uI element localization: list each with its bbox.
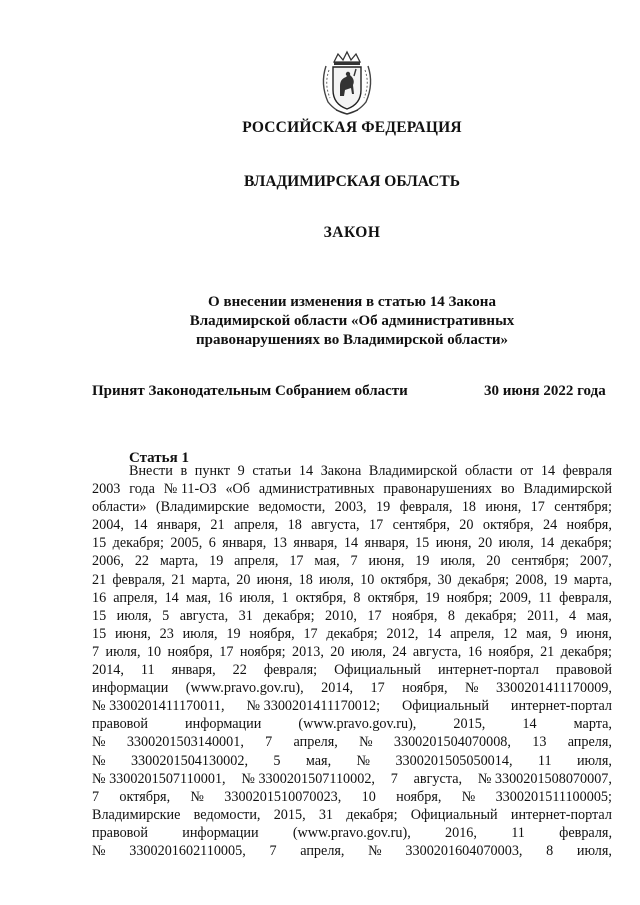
body-word: 24 bbox=[392, 643, 407, 660]
body-text-line bbox=[92, 552, 612, 570]
body-word: апреля, bbox=[293, 734, 338, 751]
body-text-line bbox=[92, 824, 612, 842]
law-title-line: Владимирской области «Об административных bbox=[189, 313, 515, 329]
body-word: № 3300201411170011, bbox=[92, 698, 225, 715]
body-word: 3300201411170009, bbox=[495, 680, 612, 697]
body-word: информации bbox=[185, 716, 262, 733]
body-word: 7 bbox=[269, 842, 277, 859]
body-word: информации bbox=[92, 680, 169, 697]
article-body bbox=[92, 462, 612, 860]
body-word: интернет-портал bbox=[437, 662, 540, 679]
body-word: 13 bbox=[272, 535, 287, 552]
law-title-line: правонарушениях во Владимирской области» bbox=[195, 332, 509, 348]
body-word: 16 bbox=[218, 589, 233, 606]
body-word: сентября, bbox=[392, 517, 450, 534]
body-word: 7 bbox=[92, 643, 100, 660]
body-text-line bbox=[92, 661, 612, 679]
body-word: (Владимирские bbox=[155, 499, 250, 516]
body-word: правонарушениях bbox=[383, 481, 493, 498]
body-word: января, bbox=[156, 517, 201, 534]
body-word: февраля, bbox=[399, 499, 453, 516]
body-word: года bbox=[129, 481, 155, 498]
body-word: 3300201503140001, bbox=[126, 734, 244, 751]
body-word: 2014, bbox=[321, 680, 354, 697]
body-word: Владимирские bbox=[92, 806, 181, 823]
body-word: сентября; bbox=[511, 553, 570, 570]
body-word: 15 bbox=[415, 535, 430, 552]
body-word: 1 bbox=[281, 589, 289, 606]
body-word: февраля bbox=[562, 463, 612, 479]
body-word: апреля, bbox=[234, 553, 279, 570]
body-word: 6 bbox=[208, 535, 216, 552]
body-word: июля, bbox=[105, 643, 141, 660]
body-word: 31 bbox=[318, 806, 334, 823]
body-word: 19 bbox=[415, 553, 430, 570]
body-word: области» bbox=[92, 499, 147, 516]
body-word: Официальный bbox=[402, 698, 489, 715]
body-word: апреля, bbox=[233, 517, 279, 534]
body-word: 17 bbox=[303, 625, 318, 642]
body-word: апреля, bbox=[300, 842, 345, 859]
body-word: Внести bbox=[129, 463, 173, 479]
body-word: 19 bbox=[226, 625, 241, 642]
body-word: от bbox=[520, 463, 534, 479]
body-word: ноября; bbox=[239, 643, 286, 660]
body-word: 11 bbox=[538, 589, 553, 606]
body-word: 5 bbox=[162, 607, 170, 624]
body-word: 17 bbox=[530, 499, 545, 516]
body-word: ноября, bbox=[402, 680, 448, 697]
body-word: октября, bbox=[380, 571, 432, 588]
body-word: 2007, bbox=[579, 553, 612, 570]
body-word: февраля, bbox=[112, 571, 166, 588]
body-word: интернет-портал bbox=[510, 698, 612, 715]
body-word: марта, bbox=[573, 716, 612, 733]
body-word: 10 bbox=[146, 643, 162, 660]
body-word: июня, bbox=[368, 553, 405, 570]
body-word: 5 bbox=[273, 752, 281, 769]
body-text-line bbox=[92, 733, 612, 751]
body-word: октября, bbox=[482, 517, 534, 534]
body-text-line bbox=[92, 842, 612, 860]
body-word: декабря; bbox=[560, 643, 612, 660]
body-word: мая, bbox=[314, 553, 340, 570]
body-word: 7 bbox=[390, 770, 398, 787]
body-word: 2012, bbox=[386, 625, 419, 642]
body-text-line bbox=[92, 462, 612, 480]
body-word: 9 bbox=[560, 625, 568, 642]
body-word: 30 bbox=[437, 571, 452, 588]
country-heading: РОССИЙСКАЯ ФЕДЕРАЦИЯ bbox=[242, 119, 462, 136]
body-word: 17 bbox=[219, 643, 234, 660]
body-word: 12 bbox=[503, 625, 518, 642]
body-word: 3300201602110005, bbox=[129, 842, 246, 859]
body-text-line bbox=[92, 498, 612, 516]
body-text-line bbox=[92, 625, 612, 643]
body-word: «Об bbox=[225, 481, 251, 498]
body-word: Владимирской bbox=[523, 481, 612, 498]
body-word: 2004, bbox=[92, 517, 124, 534]
body-word: августа, bbox=[311, 517, 360, 534]
body-word: июня, bbox=[576, 625, 612, 642]
body-word: июля, bbox=[350, 643, 386, 660]
body-word: января, bbox=[293, 535, 338, 552]
body-word: 3300201510070023, bbox=[224, 788, 342, 805]
body-word: 2013, bbox=[291, 643, 324, 660]
body-word: 2016, bbox=[445, 824, 477, 841]
document-type-heading: ЗАКОН bbox=[323, 224, 381, 241]
body-word: № bbox=[359, 734, 373, 751]
body-word: 20 bbox=[486, 553, 501, 570]
body-word: марта, bbox=[573, 571, 612, 588]
body-word: 19 bbox=[553, 571, 568, 588]
body-word: 20 bbox=[236, 571, 251, 588]
body-word: 2003, bbox=[334, 499, 367, 516]
body-word: 7 bbox=[92, 788, 100, 805]
body-word: декабря; bbox=[346, 806, 398, 823]
body-word: 11 bbox=[511, 824, 525, 841]
body-word: № bbox=[92, 752, 106, 769]
article-heading: Статья 1 bbox=[129, 450, 189, 466]
body-word: Закона bbox=[320, 463, 362, 479]
body-word: пункт bbox=[194, 463, 230, 479]
body-word: 2005, bbox=[170, 535, 203, 552]
body-word: 14 bbox=[133, 517, 148, 534]
body-word: 3300201504070008, bbox=[393, 734, 511, 751]
body-word: ноября; bbox=[446, 589, 493, 606]
body-word: 2006, bbox=[92, 553, 124, 570]
body-text-line bbox=[92, 643, 612, 661]
body-word: 3300201511100005; bbox=[495, 788, 612, 805]
body-word: 20 bbox=[459, 517, 474, 534]
body-word: № bbox=[92, 842, 106, 859]
body-word: апреля, bbox=[450, 625, 495, 642]
body-word: 13 bbox=[532, 734, 547, 751]
body-word: № bbox=[368, 842, 382, 859]
body-word: (www.pravo.gov.ru), bbox=[292, 824, 411, 841]
body-word: 2008, bbox=[515, 571, 548, 588]
body-word: № bbox=[190, 788, 204, 805]
body-word: 8 bbox=[353, 589, 361, 606]
body-word: апреля, bbox=[567, 734, 612, 751]
body-word: июня, bbox=[256, 571, 293, 588]
body-text-line bbox=[92, 697, 612, 715]
body-word: № 3300201411170012; bbox=[246, 698, 381, 715]
body-word: 18 bbox=[461, 499, 476, 516]
body-word: 19 bbox=[375, 499, 391, 516]
body-word: 14 bbox=[298, 463, 314, 479]
body-word: 17 bbox=[289, 553, 304, 570]
body-word: мая, bbox=[305, 752, 332, 769]
body-word: 14 bbox=[427, 625, 442, 642]
body-word: 8 bbox=[546, 842, 554, 859]
body-text-line bbox=[92, 715, 612, 733]
body-word: января, bbox=[364, 535, 409, 552]
body-word: правовой bbox=[92, 824, 148, 841]
body-word: 2015, bbox=[453, 716, 486, 733]
body-text-line bbox=[92, 679, 612, 697]
body-word: правовой bbox=[556, 662, 612, 679]
body-word: мая, bbox=[586, 607, 612, 624]
body-word: ноября, bbox=[488, 643, 534, 660]
body-word: декабря; bbox=[326, 625, 378, 642]
body-word: мая, bbox=[526, 625, 552, 642]
body-word: № 3300201507110002, bbox=[241, 770, 375, 787]
body-word: во bbox=[500, 481, 515, 498]
body-word: 2011, bbox=[527, 607, 559, 624]
body-word: 14 bbox=[343, 535, 359, 552]
body-word: июля, bbox=[239, 589, 275, 606]
adopted-by: Принят Законодательным Собранием области bbox=[92, 383, 408, 399]
body-word: августа, bbox=[179, 607, 229, 624]
body-word: 14 bbox=[522, 716, 537, 733]
body-word: июня, bbox=[114, 625, 151, 642]
body-word: административных bbox=[258, 481, 375, 498]
body-word: № 3300201507110001, bbox=[92, 770, 226, 787]
body-word: июля, bbox=[182, 625, 218, 642]
body-word: июля, bbox=[498, 535, 534, 552]
body-word: № bbox=[356, 752, 371, 769]
body-word: № bbox=[461, 788, 476, 805]
body-word: 2015, bbox=[273, 806, 306, 823]
body-word: ноября, bbox=[167, 643, 213, 660]
body-word: 11 bbox=[537, 752, 552, 769]
body-word: декабря; bbox=[263, 607, 315, 624]
body-word: 14 bbox=[540, 463, 556, 479]
body-word: Официальный bbox=[410, 806, 498, 823]
body-word: июля, bbox=[116, 607, 152, 624]
body-word: 10 bbox=[360, 571, 375, 588]
body-word: 15 bbox=[92, 625, 107, 642]
body-word: № bbox=[92, 734, 106, 751]
body-text-line bbox=[92, 806, 612, 824]
body-word: № 3300201508070007, bbox=[477, 770, 612, 787]
body-word: 10 bbox=[361, 788, 376, 805]
body-word: 9 bbox=[237, 463, 245, 479]
body-word: 19 bbox=[209, 553, 224, 570]
region-heading: ВЛАДИМИРСКАЯ ОБЛАСТЬ bbox=[244, 173, 460, 190]
body-word: января, bbox=[222, 535, 267, 552]
body-word: 21 bbox=[540, 643, 555, 660]
body-word: ноября, bbox=[566, 517, 612, 534]
body-word: июля, bbox=[576, 842, 612, 859]
body-word: (www.pravo.gov.ru), bbox=[185, 680, 304, 697]
body-word: 16 bbox=[467, 643, 482, 660]
body-word: 11 bbox=[140, 662, 155, 679]
body-word: 2014, bbox=[92, 662, 124, 679]
body-word: 23 bbox=[159, 625, 174, 642]
body-word: № bbox=[464, 680, 479, 697]
coat-of-arms-icon bbox=[318, 50, 376, 116]
body-word: 21 bbox=[210, 517, 225, 534]
body-word: ноября, bbox=[392, 607, 438, 624]
body-word: марта, bbox=[191, 571, 231, 588]
body-word: августа, bbox=[413, 770, 463, 787]
body-word: августа, bbox=[412, 643, 462, 660]
body-word: 18 bbox=[287, 517, 302, 534]
body-word: 4 bbox=[569, 607, 577, 624]
body-word: 17 bbox=[367, 607, 382, 624]
body-word: 3300201504130002, bbox=[130, 752, 248, 769]
body-word: февраля, bbox=[559, 589, 612, 606]
body-word: апреля, bbox=[113, 589, 158, 606]
body-word: 2003 bbox=[92, 481, 121, 498]
body-word: февраля; bbox=[263, 662, 318, 679]
body-word: июля, bbox=[576, 752, 612, 769]
body-text-line bbox=[92, 534, 612, 552]
body-word: декабря; bbox=[465, 607, 517, 624]
body-word: 17 bbox=[370, 680, 385, 697]
body-word: информации bbox=[182, 824, 259, 841]
body-word: статьи bbox=[252, 463, 292, 479]
body-word: области bbox=[465, 463, 513, 479]
body-word: 2009, bbox=[499, 589, 532, 606]
body-word: 20 bbox=[330, 643, 345, 660]
adoption-date: 30 июня 2022 года bbox=[484, 383, 606, 399]
body-word: 22 bbox=[232, 662, 247, 679]
body-word: 7 bbox=[350, 553, 358, 570]
body-text-line bbox=[92, 607, 612, 625]
body-word: (www.pravo.gov.ru), bbox=[298, 716, 417, 733]
body-word: Владимирской bbox=[368, 463, 458, 479]
body-word: октября, bbox=[119, 788, 171, 805]
body-word: 31 bbox=[238, 607, 253, 624]
body-word: 19 bbox=[425, 589, 440, 606]
body-word: июня, bbox=[435, 535, 472, 552]
body-word: 24 bbox=[542, 517, 558, 534]
body-word: мая, bbox=[185, 589, 212, 606]
body-word: № 11-ОЗ bbox=[163, 481, 217, 498]
body-word: 14 bbox=[540, 535, 555, 552]
body-text-line bbox=[92, 480, 612, 498]
body-word: 7 bbox=[265, 734, 273, 751]
body-word: января, bbox=[171, 662, 216, 679]
body-word: интернет-портал bbox=[510, 806, 612, 823]
body-word: 22 bbox=[134, 553, 149, 570]
body-word: сентября; bbox=[554, 499, 612, 516]
body-word: 17 bbox=[369, 517, 384, 534]
body-word: 15 bbox=[92, 607, 107, 624]
body-word: Официальный bbox=[334, 662, 421, 679]
body-word: июля, bbox=[318, 571, 354, 588]
body-word: 14 bbox=[164, 589, 179, 606]
body-word: ноября, bbox=[249, 625, 295, 642]
body-word: июля, bbox=[440, 553, 476, 570]
body-word: июня, bbox=[485, 499, 522, 516]
law-title-line: О внесении изменения в статью 14 Закона bbox=[208, 294, 496, 310]
body-word: февраля, bbox=[559, 824, 612, 841]
body-word: 3300201505050014, bbox=[395, 752, 513, 769]
body-word: 3300201604070003, bbox=[405, 842, 523, 859]
body-text-line bbox=[92, 788, 612, 806]
body-word: ведомости, bbox=[193, 806, 261, 823]
body-word: 20 bbox=[478, 535, 493, 552]
body-word: 18 bbox=[298, 571, 313, 588]
body-word: 2010, bbox=[325, 607, 357, 624]
body-word: 15 bbox=[92, 535, 107, 552]
body-text-line bbox=[92, 752, 612, 770]
body-word: декабря; bbox=[560, 535, 612, 552]
body-text-line bbox=[92, 571, 612, 589]
body-word: 21 bbox=[92, 571, 107, 588]
body-word: 16 bbox=[92, 589, 107, 606]
body-word: декабря; bbox=[457, 571, 510, 588]
body-text-line bbox=[92, 516, 612, 534]
body-word: декабря; bbox=[112, 535, 164, 552]
body-word: в bbox=[180, 463, 188, 479]
body-word: 8 bbox=[447, 607, 455, 624]
body-word: 21 bbox=[171, 571, 186, 588]
body-word: правовой bbox=[92, 716, 148, 733]
body-text-line bbox=[92, 589, 612, 607]
body-word: марта, bbox=[159, 553, 199, 570]
body-text-line bbox=[92, 770, 612, 788]
body-word: ноября, bbox=[396, 788, 442, 805]
body-word: ведомости, bbox=[258, 499, 326, 516]
body-word: октября, bbox=[295, 589, 347, 606]
law-title bbox=[0, 293, 640, 350]
body-word: октября, bbox=[367, 589, 419, 606]
